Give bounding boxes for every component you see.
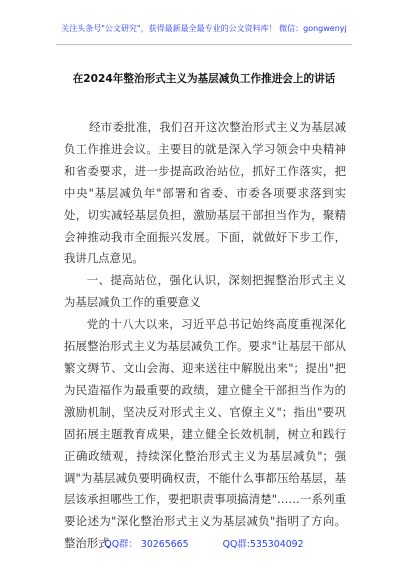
section-heading: 一、提高站位，强化认识，深刻把握整治形式主义为基层减负工作的重要意义	[64, 273, 346, 310]
footer-qq-group-2: QQ群:535304092	[222, 539, 304, 550]
header-divider	[56, 44, 352, 45]
document-body	[64, 117, 346, 555]
header-promo-text: 关注头条号"公文研究"，获得最新最全最专业的公文资料库！ 微信：gongwenyj	[61, 24, 347, 33]
body-paragraph: 党的十八大以来，习近平总书记始终高度重视深化拓展整治形式主义为基层减负工作。要求"让基层干部从繁文缛节、文山会海、迎来送往中解脱出来"；提出"把为民造福作为最重要的政绩，建立健全干部担当作为的激励机制，坚决反对形式主义、官僚主义"；指出"要巩固拓展主题教育成果，建立健全长效机制，树立和践行正确政绩观，持续深化整治形式主义为基层减负"；强调"为基层减负要明确权责，不能什么事都压给基层，基层该承担哪些工作，要把职责事项搞清楚"……一系列重要论述为"深化整治形式主义为基层减负"指明了方向。整治形式	[64, 317, 346, 551]
body-paragraph: 经市委批准，我们召开这次整治形式主义为基层减负工作推进会议。主要目的就是深入学习领会中央精神和省委要求，进一步提高政治站位，抓好工作落实，把中央"基层减负年"部署和省委、市委各项要求落到实处，切实减轻基层负担，激励基层干部担当作为，聚精会神推动我市全面振兴发展。下面，就做好下步工作，我讲几点意见。	[64, 120, 346, 266]
footer-qq-group-1: QQ群： 30265665	[104, 539, 189, 550]
footer	[0, 536, 408, 550]
document-title: 在2024年整治形式主义为基层减负工作推进会上的讲话	[72, 73, 336, 85]
